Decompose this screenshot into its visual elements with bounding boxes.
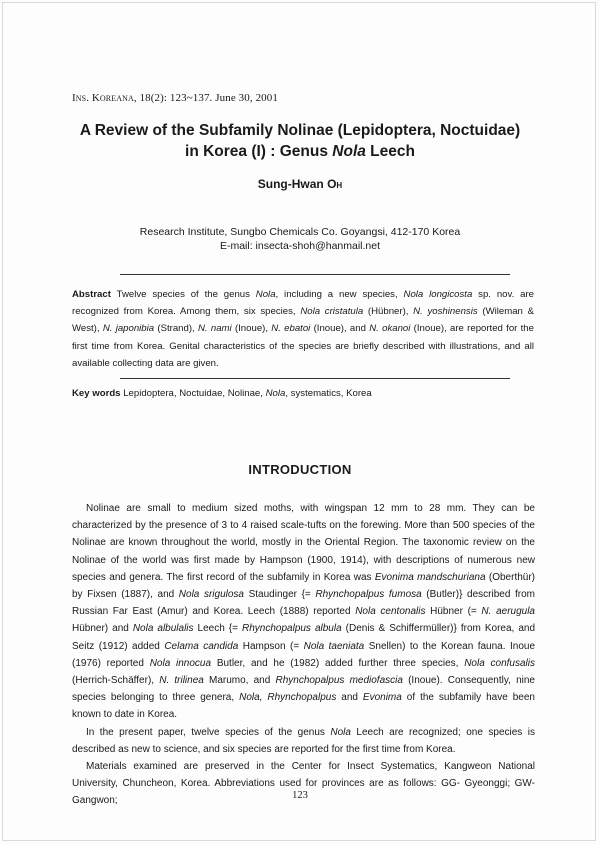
abstract-taxon: Nola longicosta	[403, 289, 473, 300]
abstract-text: (Inoue), and	[310, 323, 370, 335]
intro-taxon: Nola innocua	[149, 657, 212, 669]
paper-title-line-2	[50, 141, 550, 162]
intro-text: Leech {=	[193, 623, 242, 635]
author-name	[0, 177, 600, 191]
intro-taxon: Rhynchopalpus fumosa	[315, 589, 422, 601]
abstract-text: sp. nov. are recognized from Korea. Among them, six species,	[72, 289, 534, 318]
abstract-taxon: Nola cristatula	[300, 306, 364, 318]
intro-paragraph-3: Materials examined are preserved in the Center for Insect Systematics, Kangweon National University, Chuncheon, Korea. Abbreviations used for provinces are as follows: GG- Gyeonggi; GW- Gangwon;	[72, 761, 535, 807]
intro-taxon: Celama candida	[164, 640, 239, 652]
intro-text: (Oberthür) by Fixsen (1887), and	[72, 571, 535, 601]
abstract-text: (Inoue),	[231, 323, 272, 335]
intro-taxon: Nola taeniata	[303, 640, 365, 652]
intro-text: Hübner) and	[72, 623, 133, 635]
intro-taxon: Evonima	[362, 692, 402, 704]
intro-taxon: N. aerugula	[481, 606, 535, 618]
intro-text: Nolinae are small to medium sized moths, with wingspan 12 mm to 28 mm. They can be characterized by the presence of 3 to 4 raised scale-tufts on the forewing. More than 500 species of the Nolinae are known throughout the world, mostly in the Oriental Region. The taxonomic review on the Nolinae of the world was first made by Hampson (1900, 1914), with descriptions of numerous new species and genera. The first record of the subfamily in Korea was	[72, 503, 535, 583]
intro-text: (Denis & Schiffermüller)} from Korea, and Seitz (1912) added	[72, 623, 536, 652]
intro-text: Butler, and he (1982) added further three species,	[211, 657, 465, 669]
paper-title-line-1: A Review of the Subfamily Nolinae (Lepidoptera, Noctuidae)	[79, 122, 521, 139]
intro-taxon: Nola albulalis	[132, 623, 194, 635]
intro-paragraph-2	[72, 724, 535, 758]
intro-text: In the present paper, twelve species of the genus	[86, 726, 331, 738]
intro-text: (Butler)} described from Russian Far East (Amur) and Korea. Leech (1888) reported	[72, 589, 535, 618]
abstract-text: Twelve species of the genus	[110, 289, 256, 300]
intro-text: (Herrich-Schäffer),	[72, 675, 160, 687]
abstract-taxon: N. japonibia	[102, 323, 155, 335]
title-genus: Nola	[332, 143, 366, 160]
abstract-taxon: N. okanoi	[369, 323, 411, 335]
intro-paragraph-1	[72, 500, 535, 724]
abstract-taxon: Nola	[255, 289, 276, 300]
page-number: 123	[292, 790, 308, 801]
abstract-text: (Hübner),	[363, 306, 414, 318]
author-given: Sung-Hwan	[257, 177, 328, 191]
intro-taxon: Nola confusalis	[464, 657, 536, 669]
email: E-mail: insecta-shoh@hanmail.net	[219, 240, 381, 252]
keywords-label: Key words	[72, 388, 121, 399]
abstract-text: (Strand),	[154, 323, 198, 335]
abstract	[72, 286, 534, 372]
journal-citation	[72, 92, 278, 104]
intro-taxon: Rhynchopalpus albula	[242, 623, 342, 635]
citation-details: , 18(2): 123~137. June 30, 2001	[133, 92, 278, 104]
intro-taxon: N. trilinea	[159, 675, 204, 687]
keywords-text: , systematics, Korea	[285, 388, 372, 399]
intro-taxon: Nola	[330, 726, 351, 738]
intro-text: Marumo, and	[203, 675, 276, 687]
intro-text: Hampson (=	[238, 640, 304, 652]
keywords-text: Lepidoptera, Noctuidae, Nolinae,	[120, 388, 266, 399]
intro-taxon: Nola srigulosa	[178, 589, 244, 601]
abstract-taxon: N. nami	[198, 323, 232, 335]
intro-taxon: Rhynchopalpus mediofascia	[275, 675, 403, 687]
intro-taxon: Nola centonalis	[355, 606, 426, 618]
divider-top	[120, 274, 510, 275]
intro-text: Hübner (=	[425, 606, 482, 618]
intro-taxon: Evonima mandschuriana	[374, 571, 486, 583]
intro-taxon: Nola, Rhynchopalpus	[239, 692, 337, 704]
intro-text: Leech are recognized; one species is described as new to science, and six species are reported for the first time from Korea.	[72, 726, 535, 755]
intro-text: Snellen) to the Korean fauna. Inoue (1976) reported	[72, 640, 536, 669]
divider-bottom	[120, 378, 510, 379]
abstract-text: (Inoue), are reported for the first time from Korea. Genital characteristics of the species are briefly described with illustrations, and all available collecting data are given.	[72, 323, 534, 369]
keywords-taxon: Nola	[265, 388, 286, 399]
intro-text: and	[336, 692, 363, 704]
abstract-taxon: N. ebatoi	[271, 323, 311, 335]
intro-text: Staudinger {=	[244, 589, 316, 601]
affiliation: Research Institute, Sungbo Chemicals Co. Goyangsi, 412-170 Korea	[139, 226, 461, 238]
author-family: Oh	[327, 177, 343, 191]
intro-text: of the subfamily have been known to date in Korea.	[72, 692, 535, 721]
title-text-end: Leech	[365, 143, 415, 160]
keywords	[72, 385, 534, 402]
abstract-label: Abstract	[72, 289, 111, 300]
section-heading: INTRODUCTION	[248, 462, 352, 477]
intro-text: (Inoue). Consequently, nine species belonging to three genera,	[72, 675, 535, 704]
title-text: in Korea (I) : Genus	[185, 143, 333, 160]
abstract-text: (Wileman & West),	[72, 306, 535, 335]
abstract-taxon: N. yoshinensis	[413, 306, 478, 318]
journal-name: Ins. Koreana	[72, 92, 134, 104]
abstract-text: , including a new species,	[275, 289, 404, 300]
introduction-body	[72, 500, 535, 810]
